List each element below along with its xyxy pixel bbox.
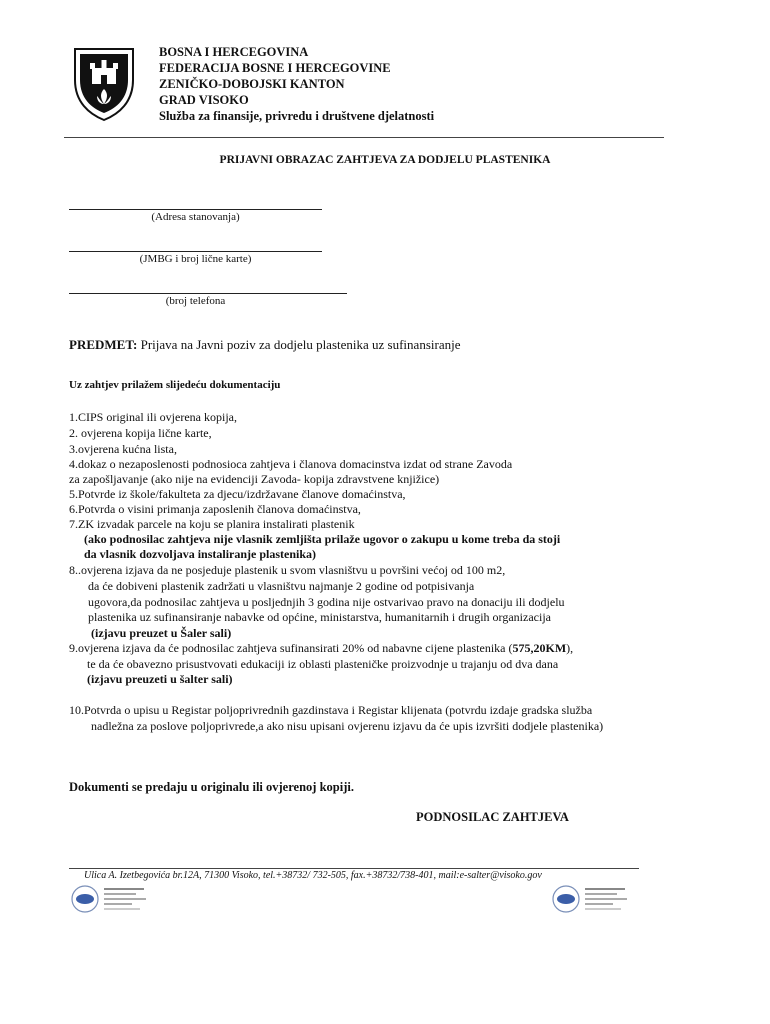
subject-text: Prijava na Javni poziv za dodjelu plastenika uz sufinansiranje <box>137 337 461 352</box>
list-item-3: 3.ovjerena kućna lista, <box>69 442 177 456</box>
footer-address: Ulica A. Izetbegovića br.12A, 71300 Visoko, tel.+38732/ 732-505, fax.+38732/738-401, mail:e-salter@visoko.gov <box>84 870 542 881</box>
subject-label: PREDMET: <box>69 337 138 352</box>
address-caption: (Adresa stanovanja) <box>151 211 240 223</box>
list-item-8: 8..ovjerena izjava da ne posjeduje plastenik u svom vlasništvu u površini većoj od 100 m2, <box>69 563 506 577</box>
list-item-2: 2. ovjerena kopija lične karte, <box>69 426 212 440</box>
list-item-7: 7.ZK izvadak parcele na koju se planira instalirati plastenik <box>69 517 355 531</box>
institution-header <box>159 44 434 124</box>
list-item-1: 1.CIPS original ili ovjerena kopija, <box>69 410 237 424</box>
certification-mark-left <box>70 884 154 914</box>
phone-caption: (broj telefona <box>165 295 226 307</box>
footer-divider <box>69 868 639 869</box>
list-item-9-amount: 575,20KM <box>512 641 567 655</box>
list-item-8-line3: ugovora,da podnosilac zahtjeva u posljednjih 3 godina nije ostvarivao pravo na donaciju ili dodjelu <box>88 595 565 609</box>
jmbg-line[interactable] <box>69 251 322 252</box>
documents-note: Dokumenti se predaju u originalu ili ovjerenoj kopiji. <box>69 780 354 794</box>
phone-line[interactable] <box>69 293 347 294</box>
coat-of-arms-logo <box>73 46 135 122</box>
documents-intro: Uz zahtjev prilažem slijedeću dokumentaciju <box>69 379 281 391</box>
list-item-8-line2: da će dobiveni plastenik zadržati u vlasništvu najmanje 2 godine od potpisivanja <box>88 579 475 593</box>
list-item-4: 4.dokaz o nezaposlenosti podnosioca zahtjeva i članova domacinstva izdat od strane Zavoda <box>69 457 513 471</box>
list-item-6: 6.Potvrda o visini primanja zaposlenih članova domaćinstva, <box>69 502 361 516</box>
jmbg-caption: (JMBG i broj lične karte) <box>139 253 252 265</box>
header-service: Služba za finansije, privredu i društvene djelatnosti <box>159 109 435 123</box>
list-item-7-note: (ako podnosilac zahtjeva nije vlasnik zemljišta prilaže ugovor o zakupu u kome treba da stoji <box>84 532 561 546</box>
list-item-9-text: 9.ovjerena izjava da će podnosilac zahtjeva sufinansirati 20% od nabavne cijene plastenika ( <box>69 641 513 655</box>
form-title: PRIJAVNI OBRAZAC ZAHTJEVA ZA DODJELU PLASTENIKA <box>219 154 551 166</box>
list-item-7-note-cont: da vlasnik dozvoljava instaliranje plastenika) <box>84 547 317 561</box>
header-city: GRAD VISOKO <box>159 93 249 107</box>
address-line[interactable] <box>69 209 322 210</box>
header-divider <box>64 137 664 138</box>
list-item-8-line4: plastenika uz sufinansiranje nabavke od općine, ministarstva, humanitarnih i drugih organizacija <box>88 610 551 624</box>
header-federation: FEDERACIJA BOSNE I HERCEGOVINE <box>159 61 391 75</box>
list-item-10: 10.Potvrda o upisu u Registar poljoprivrednih gazdinstava i Registar klijenata (potvrdu izdaje gradska služba <box>69 703 593 717</box>
header-country: BOSNA I HERCEGOVINA <box>159 45 309 59</box>
list-item-10-line2: nadležna za poslove poljoprivrede,a ako nisu upisani ovjerenu izjavu da će upis izvršiti dodjele plastenika) <box>91 719 604 733</box>
list-item-4-cont: za zapošljavanje (ako nije na evidenciji Zavoda- kopija zdravstvene knjižice) <box>69 472 440 486</box>
list-item-9 <box>69 641 573 656</box>
list-item-9-line2: te da će obavezno prisustvovati edukaciji iz oblasti plasteničke proizvodnje u trajanju od dva dana <box>87 657 559 671</box>
signature-label: PODNOSILAC ZAHTJEVA <box>416 810 569 824</box>
list-item-5: 5.Potvrde iz škole/fakulteta za djecu/izdržavane članove domaćinstva, <box>69 487 406 501</box>
subject-line <box>69 337 460 353</box>
header-canton: ZENIČKO-DOBOJSKI KANTON <box>159 77 345 91</box>
certification-mark-right <box>551 884 635 914</box>
list-item-9-note: (izjavu preuzeti u šalter sali) <box>87 672 233 686</box>
list-item-9-end: ), <box>566 641 574 655</box>
list-item-8-note: (izjavu preuzet u Šaler sali) <box>91 626 232 640</box>
